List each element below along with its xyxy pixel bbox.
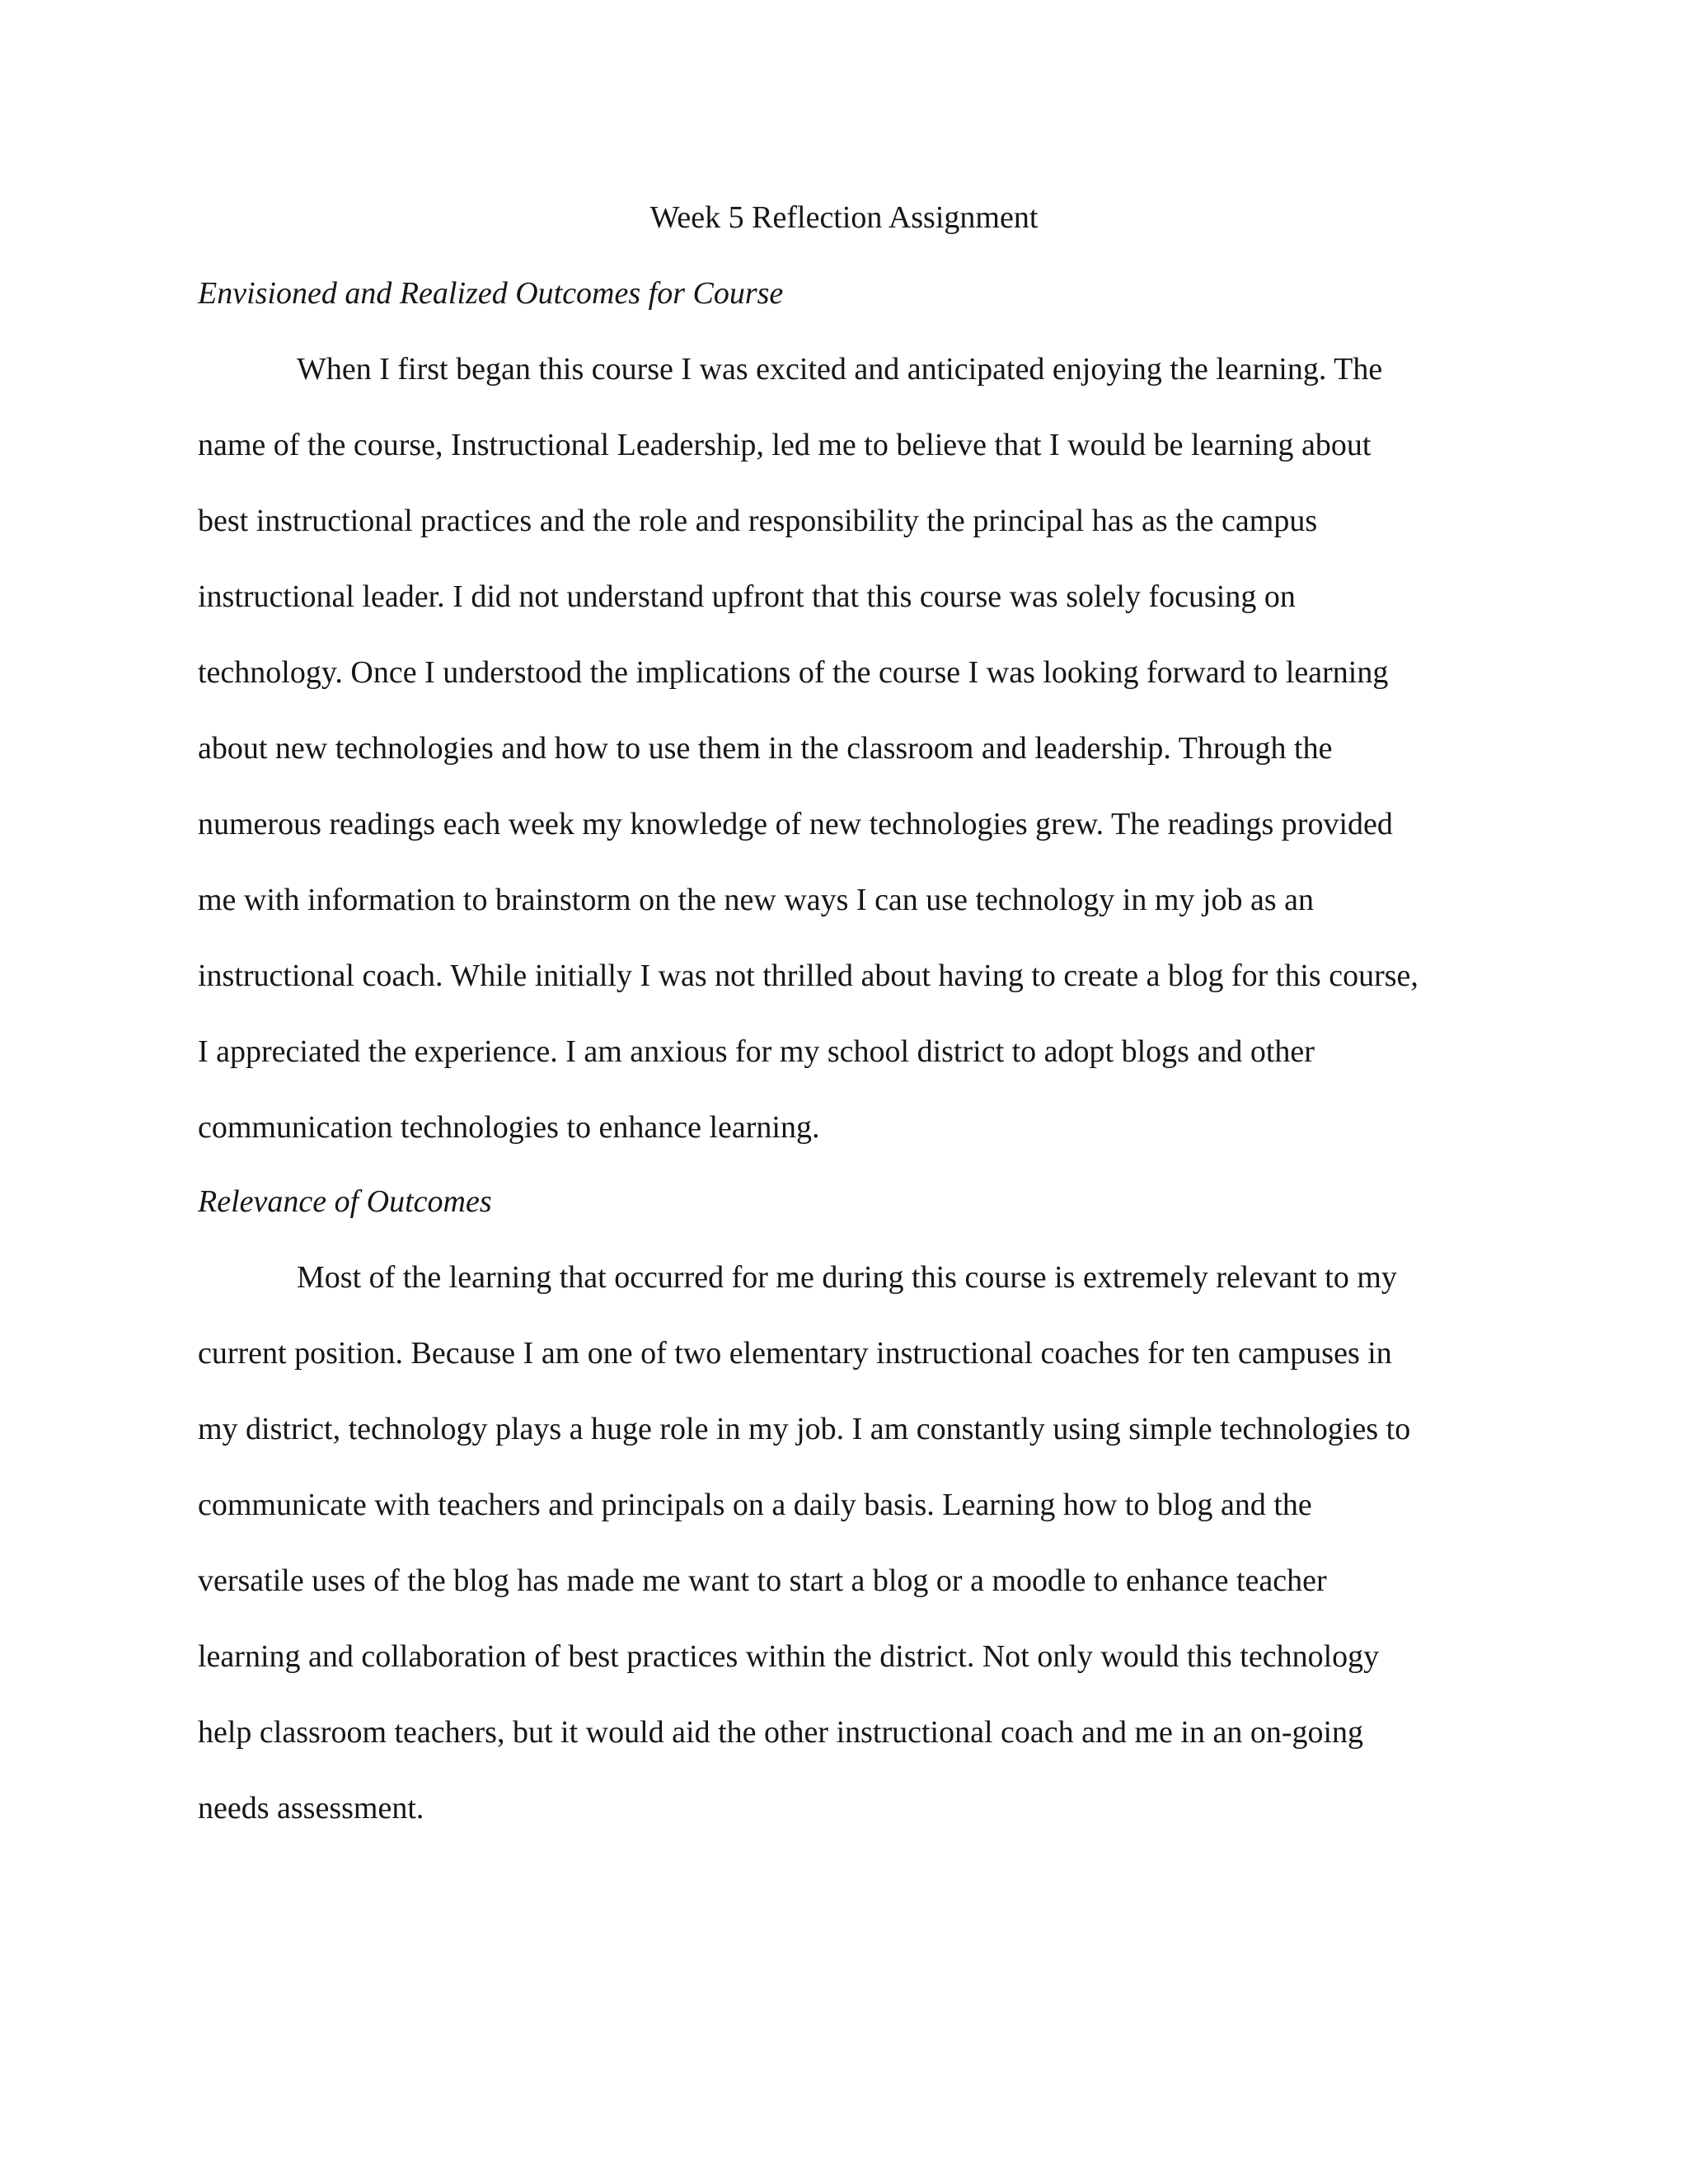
paragraph-line: my district, technology plays a huge role in my job. I am constantly using simple technologies to — [198, 1412, 1411, 1446]
paragraph-line: When I first began this course I was excited and anticipated enjoying the learning. The — [297, 352, 1383, 387]
paragraph-line: numerous readings each week my knowledge of new technologies grew. The readings provided — [198, 807, 1393, 841]
section-heading-relevance: Relevance of Outcomes — [198, 1184, 492, 1219]
paragraph-line: versatile uses of the blog has made me want to start a blog or a moodle to enhance teacher — [198, 1563, 1327, 1598]
document-title: Week 5 Reflection Assignment — [649, 200, 1039, 235]
paragraph-line: instructional leader. I did not understand upfront that this course was solely focusing on — [198, 579, 1296, 614]
paragraph-line: I appreciated the experience. I am anxious for my school district to adopt blogs and other — [198, 1034, 1315, 1069]
paragraph-outcomes — [198, 346, 1484, 1180]
section-heading-outcomes: Envisioned and Realized Outcomes for Course — [198, 276, 784, 311]
paragraph-line: communication technologies to enhance learning. — [198, 1110, 820, 1145]
paragraph-line: learning and collaboration of best practices within the district. Not only would this technology — [198, 1639, 1380, 1674]
paragraph-line: help classroom teachers, but it would aid the other instructional coach and me in an on-going — [198, 1715, 1364, 1750]
paragraph-line: technology. Once I understood the implications of the course I was looking forward to learning — [198, 655, 1389, 690]
paragraph-line: about new technologies and how to use them in the classroom and leadership. Through the — [198, 731, 1333, 766]
paragraph-line: current position. Because I am one of two elementary instructional coaches for ten campuses in — [198, 1336, 1392, 1371]
paragraph-line: needs assessment. — [198, 1791, 424, 1825]
paragraph-line: me with information to brainstorm on the new ways I can use technology in my job as an — [198, 883, 1314, 917]
paragraph-line: Most of the learning that occurred for me during this course is extremely relevant to my — [297, 1260, 1397, 1295]
paragraph-line: name of the course, Instructional Leadership, led me to believe that I would be learning about — [198, 428, 1372, 462]
paragraph-relevance — [198, 1254, 1484, 1861]
paragraph-line: best instructional practices and the role and responsibility the principal has as the campus — [198, 504, 1318, 538]
paragraph-line: instructional coach. While initially I was not thrilled about having to create a blog for this course, — [198, 958, 1418, 993]
paragraph-line: communicate with teachers and principals on a daily basis. Learning how to blog and the — [198, 1488, 1312, 1522]
